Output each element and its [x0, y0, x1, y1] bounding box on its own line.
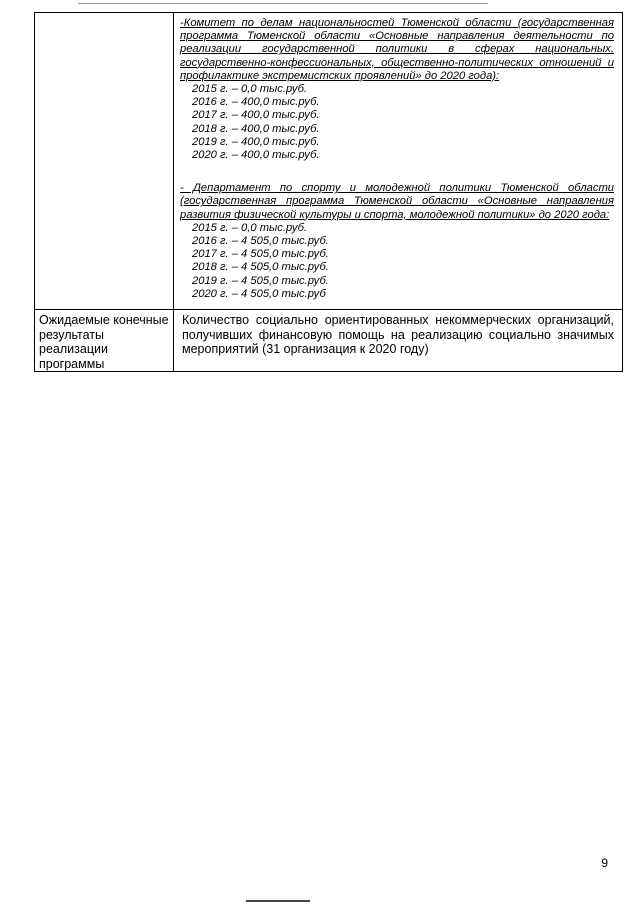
funding-amount: 2016 г. – 400,0 тыс.руб.: [192, 96, 320, 109]
funding-amount: 2020 г. – 4 505,0 тыс.руб: [192, 287, 326, 300]
results-cell: [174, 310, 623, 372]
funding-amounts: [180, 222, 614, 301]
page-number: 9: [601, 856, 608, 870]
funding-amount: 2018 г. – 400,0 тыс.руб.: [192, 122, 320, 135]
top-rule: [78, 3, 488, 4]
funding-amount: 2018 г. – 4 505,0 тыс.руб.: [192, 261, 329, 274]
results-label-cell: [35, 310, 174, 372]
funding-block-department: [174, 162, 622, 309]
funding-amounts: [180, 83, 614, 162]
results-text: Количество социально ориентированных некоммерческих организаций, получивших финансовую помощь на реализацию социально значимых мероприятий (31 организация к 2020 году): [182, 313, 614, 357]
results-row: [35, 310, 623, 372]
funding-cell: [174, 13, 623, 310]
funding-label-cell: [35, 13, 174, 310]
funding-block-committee: [174, 13, 622, 162]
funding-heading: - Департамент по спорту и молодежной политики Тюменской области (государственная программа Тюменской области «Основные направления развития физической культуры и спорта, молодежной политики» до 2020 года:: [180, 182, 614, 221]
funding-amount: 2015 г. – 0,0 тыс.руб.: [192, 221, 308, 234]
passport-table: [34, 12, 623, 372]
funding-amount: 2017 г. – 400,0 тыс.руб.: [192, 109, 320, 122]
funding-amount: 2019 г. – 4 505,0 тыс.руб.: [192, 274, 329, 287]
bottom-mark: [246, 900, 310, 902]
funding-amount: 2016 г. – 4 505,0 тыс.руб.: [192, 235, 329, 248]
funding-amount: 2015 г. – 0,0 тыс.руб.: [192, 83, 308, 96]
funding-heading: -Комитет по делам национальностей Тюменской области (государственная программа Тюменской области «Основные направления деятельности по реализации государственной политики в сферах национальных, государственно-конфессиональных, общественно-политических отношений и профилактике экстремистских проявлений» до 2020 года):: [180, 17, 614, 82]
funding-amount: 2017 г. – 4 505,0 тыс.руб.: [192, 248, 329, 261]
funding-row: [35, 13, 623, 310]
funding-amount: 2020 г. – 400,0 тыс.руб.: [192, 149, 320, 162]
funding-amount: 2019 г. – 400,0 тыс.руб.: [192, 135, 320, 148]
results-label: Ожидаемые конечные результаты реализации программы: [39, 313, 169, 371]
